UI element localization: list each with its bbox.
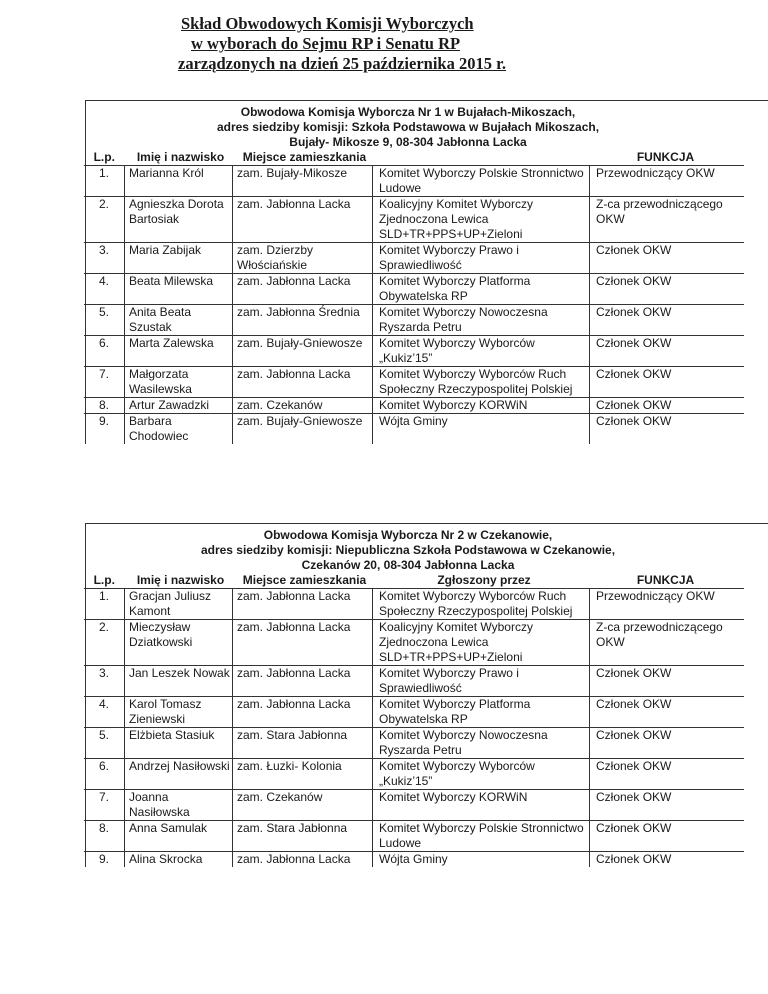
cell-address: zam. Stara Jabłonna (233, 821, 373, 852)
table-row (84, 367, 744, 398)
cell-address: zam. Stara Jabłonna (233, 728, 373, 759)
cell-function: Członek OKW (590, 398, 744, 414)
cell-lp: 4. (84, 274, 125, 305)
cell-function: Członek OKW (590, 274, 744, 305)
cell-lp: 8. (84, 821, 125, 852)
committee-1-title-line-3: Bujały- Mikosze 9, 08-304 Jabłonna Lacka (289, 135, 527, 149)
committee-1-rows (84, 166, 744, 445)
header-committee (373, 150, 590, 166)
cell-committee: Komitet Wyborczy Platforma Obywatelska RP (373, 274, 590, 305)
table-row (84, 620, 744, 666)
cell-function: Członek OKW (590, 790, 744, 821)
cell-name: Marta Zalewska (125, 336, 233, 367)
cell-name: Jan Leszek Nowak (125, 666, 233, 697)
cell-lp: 5. (84, 305, 125, 336)
cell-address: zam. Jabłonna Lacka (233, 589, 373, 620)
table-header-row (84, 573, 744, 589)
cell-committee: Komitet Wyborczy Polskie Stronnictwo Ludowe (373, 821, 590, 852)
cell-lp: 2. (84, 620, 125, 666)
table-row (84, 666, 744, 697)
cell-committee: Koalicyjny Komitet Wyborczy Zjednoczona Lewica SLD+TR+PPS+UP+Zieloni (373, 197, 590, 243)
document-title-line-1: Skład Obwodowych Komisji Wyborczych (181, 14, 474, 33)
committee-2-title-line-1: Obwodowa Komisja Wyborcza Nr 2 w Czekanowie, (263, 528, 553, 542)
cell-function: Członek OKW (590, 305, 744, 336)
cell-address: zam. Jabłonna Lacka (233, 197, 373, 243)
cell-address: zam. Jabłonna Średnia (233, 305, 373, 336)
cell-lp: 9. (84, 414, 125, 445)
table-row (84, 759, 744, 790)
header-lp: L.p. (93, 573, 115, 587)
cell-address: zam. Jabłonna Lacka (233, 852, 373, 868)
cell-function: Członek OKW (590, 728, 744, 759)
cell-name: Beata Milewska (125, 274, 233, 305)
cell-lp: 9. (84, 852, 125, 868)
document-title-line-3: zarządzonych na dzień 25 października 2015 r. (178, 54, 507, 73)
cell-committee: Komitet Wyborczy Wyborców „Kukiz’15” (373, 336, 590, 367)
cell-lp: 6. (84, 759, 125, 790)
table-row (84, 852, 744, 868)
cell-address: zam. Czekanów (233, 398, 373, 414)
cell-lp: 4. (84, 697, 125, 728)
cell-function: Z-ca przewodniczącego OKW (590, 620, 744, 666)
cell-function: Przewodniczący OKW (590, 589, 744, 620)
cell-committee: Komitet Wyborczy Wyborców Ruch Społeczny Rzeczypospolitej Polskiej (373, 589, 590, 620)
cell-name: Karol Tomasz Zieniewski (125, 697, 233, 728)
table-row (84, 398, 744, 414)
cell-committee: Komitet Wyborczy Wyborców „Kukiz’15” (373, 759, 590, 790)
header-function: FUNKCJA (636, 150, 695, 164)
cell-committee: Komitet Wyborczy Prawo i Sprawiedliwość (373, 243, 590, 274)
cell-name: Elżbieta Stasiuk (125, 728, 233, 759)
cell-committee: Komitet Wyborczy Platforma Obywatelska RP (373, 697, 590, 728)
cell-committee: Komitet Wyborczy Nowoczesna Ryszarda Petru (373, 728, 590, 759)
cell-function: Członek OKW (590, 666, 744, 697)
header-address: Miejsce zamieszkania (242, 150, 367, 164)
table-row (84, 821, 744, 852)
cell-lp: 3. (84, 666, 125, 697)
table-row (84, 589, 744, 620)
cell-address: zam. Czekanów (233, 790, 373, 821)
table-row (84, 728, 744, 759)
cell-name: Joanna Nasiłowska (125, 790, 233, 821)
cell-address: zam. Jabłonna Lacka (233, 620, 373, 666)
cell-name: Agnieszka Dorota Bartosiak (125, 197, 233, 243)
committee-2-title-line-3: Czekanów 20, 08-304 Jabłonna Lacka (301, 558, 515, 572)
cell-committee: Komitet Wyborczy Nowoczesna Ryszarda Petru (373, 305, 590, 336)
cell-address: zam. Dzierzby Włościańskie (233, 243, 373, 274)
cell-committee: Komitet Wyborczy Polskie Stronnictwo Ludowe (373, 166, 590, 197)
cell-name: Marianna Król (125, 166, 233, 197)
cell-name: Gracjan Juliusz Kamont (125, 589, 233, 620)
header-address: Miejsce zamieszkania (242, 573, 367, 587)
committee-1-title-line-2: adres siedziby komisji: Szkoła Podstawowa w Bujałach Mikoszach, (216, 120, 600, 134)
header-function: FUNKCJA (636, 573, 695, 587)
committee-1-frame (85, 100, 768, 444)
cell-name: Anna Samulak (125, 821, 233, 852)
committee-1-members-table (84, 150, 744, 444)
committee-2-title (66, 524, 750, 573)
cell-name: Barbara Chodowiec (125, 414, 233, 445)
cell-committee: Komitet Wyborczy KORWiN (373, 398, 590, 414)
table-row (84, 336, 744, 367)
header-name: Imię i nazwisko (136, 150, 225, 164)
table-header-row (84, 150, 744, 166)
table-row (84, 414, 744, 445)
document-title (178, 14, 506, 74)
cell-function: Z-ca przewodniczącego OKW (590, 197, 744, 243)
cell-address: zam. Łuzki- Kolonia (233, 759, 373, 790)
table-row (84, 197, 744, 243)
table-row (84, 790, 744, 821)
header-lp: L.p. (93, 150, 115, 164)
cell-lp: 6. (84, 336, 125, 367)
header-committee: Zgłoszony przez (437, 573, 531, 587)
cell-name: Andrzej Nasiłowski (125, 759, 233, 790)
cell-name: Artur Zawadzki (125, 398, 233, 414)
cell-address: zam. Jabłonna Lacka (233, 367, 373, 398)
table-row (84, 166, 744, 197)
cell-lp: 1. (84, 166, 125, 197)
table-row (84, 274, 744, 305)
cell-function: Członek OKW (590, 414, 744, 445)
cell-address: zam. Bujały-Gniewosze (233, 336, 373, 367)
table-row (84, 697, 744, 728)
cell-address: zam. Jabłonna Lacka (233, 274, 373, 305)
cell-committee: Koalicyjny Komitet Wyborczy Zjednoczona Lewica SLD+TR+PPS+UP+Zieloni (373, 620, 590, 666)
committee-1-title-line-1: Obwodowa Komisja Wyborcza Nr 1 w Bujałach-Mikoszach, (240, 105, 576, 119)
cell-lp: 3. (84, 243, 125, 274)
cell-name: Anita Beata Szustak (125, 305, 233, 336)
cell-committee: Komitet Wyborczy Prawo i Sprawiedliwość (373, 666, 590, 697)
cell-committee: Wójta Gminy (373, 414, 590, 445)
document-title-line-2: w wyborach do Sejmu RP i Senatu RP (191, 34, 461, 53)
cell-lp: 5. (84, 728, 125, 759)
cell-committee: Komitet Wyborczy Wyborców Ruch Społeczny Rzeczypospolitej Polskiej (373, 367, 590, 398)
committee-2-rows (84, 589, 744, 868)
cell-function: Członek OKW (590, 821, 744, 852)
header-name: Imię i nazwisko (136, 573, 225, 587)
table-row (84, 305, 744, 336)
cell-function: Członek OKW (590, 852, 744, 868)
cell-lp: 8. (84, 398, 125, 414)
cell-function: Członek OKW (590, 336, 744, 367)
cell-name: Małgorzata Wasilewska (125, 367, 233, 398)
cell-address: zam. Jabłonna Lacka (233, 666, 373, 697)
cell-lp: 7. (84, 790, 125, 821)
table-row (84, 243, 744, 274)
cell-function: Członek OKW (590, 367, 744, 398)
cell-function: Członek OKW (590, 243, 744, 274)
cell-lp: 2. (84, 197, 125, 243)
cell-function: Przewodniczący OKW (590, 166, 744, 197)
cell-name: Alina Skrocka (125, 852, 233, 868)
cell-committee: Wójta Gminy (373, 852, 590, 868)
committee-2-members-table (84, 573, 744, 867)
cell-address: zam. Bujały-Mikosze (233, 166, 373, 197)
cell-name: Mieczysław Dziatkowski (125, 620, 233, 666)
cell-committee: Komitet Wyborczy KORWiN (373, 790, 590, 821)
cell-lp: 7. (84, 367, 125, 398)
committee-2-frame (85, 523, 768, 867)
cell-lp: 1. (84, 589, 125, 620)
cell-address: zam. Bujały-Gniewosze (233, 414, 373, 445)
committee-1-title (66, 101, 750, 150)
cell-function: Członek OKW (590, 759, 744, 790)
committee-2-title-line-2: adres siedziby komisji: Niepubliczna Szkoła Podstawowa w Czekanowie, (200, 543, 616, 557)
cell-name: Maria Zabijak (125, 243, 233, 274)
cell-address: zam. Jabłonna Lacka (233, 697, 373, 728)
cell-function: Członek OKW (590, 697, 744, 728)
